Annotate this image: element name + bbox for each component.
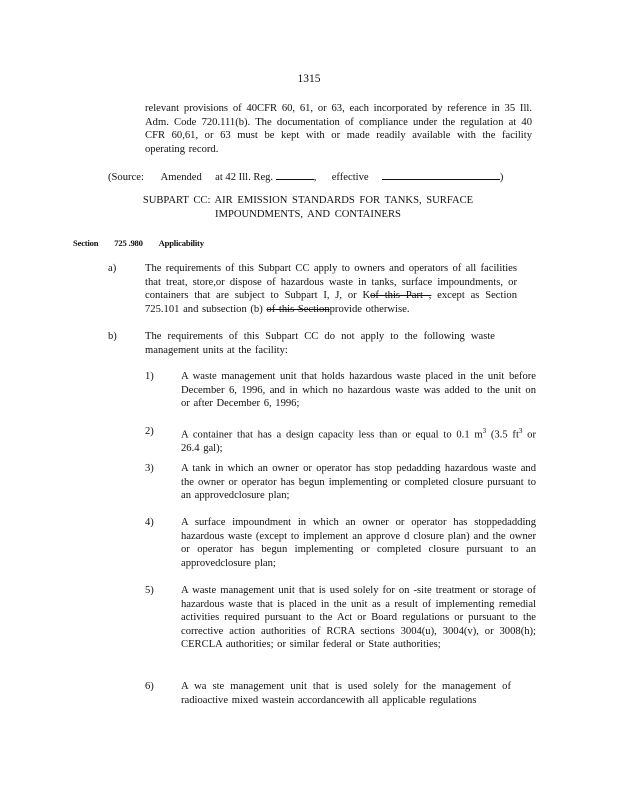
section-title: Applicability bbox=[158, 238, 204, 248]
source-at: at 42 Ill. Reg. bbox=[215, 172, 274, 183]
section-label: Section bbox=[73, 238, 99, 248]
superscript-3: 3 bbox=[482, 427, 487, 435]
subsection-b-text: The requirements of this Subpart CC do not apply to the following waste management units at the facility: bbox=[145, 331, 495, 356]
item-3-label: 3) bbox=[145, 463, 154, 474]
continuation-paragraph: relevant provisions of 40CFR 60, 61, or 63, each incorporated by reference in 35 Ill. Adm. Code 720.111(b). The documentation of compliance under the regulation at 40 CFR 60,61, or 63 must be kept with or made readily available with the facility operating record. bbox=[145, 103, 532, 155]
item-1-text: A waste management unit that holds hazardous waste placed in the unit before December 6, 1996, and in which no hazardous waste was added to the unit on or after December 6, 1996; bbox=[181, 371, 536, 410]
struck-text-section: of this Section bbox=[266, 303, 330, 315]
item-3-text: A tank in which an owner or operator has stop pedadding hazardous waste and the owner or operator has begun implementing or completed closure pursuant to an approvedclosure plan; bbox=[181, 463, 536, 502]
section-heading bbox=[73, 237, 204, 251]
subsection-b-label: b) bbox=[108, 331, 117, 342]
item-2-text-end: or 26.4 gal); bbox=[181, 429, 536, 455]
register-blank bbox=[276, 170, 314, 180]
source-comma: , bbox=[313, 172, 317, 183]
subsection-a-label: a) bbox=[108, 263, 117, 274]
source-note bbox=[108, 170, 528, 185]
item-5-label: 5) bbox=[145, 585, 154, 596]
subsection-a-text-start: The requirements of this Subpart CC apply to owners and operators of all facilities that treat, store,or dispose of hazardous waste in tanks, surface impoundments, or containers that are subject to Subpart I, J, or K bbox=[145, 263, 517, 302]
subsection-a-text bbox=[145, 262, 517, 316]
subsection-a-text-middle: except as Section 725.101 and subsection (b) bbox=[145, 290, 517, 315]
page-number: 1315 bbox=[297, 73, 321, 85]
item-6-label: 6) bbox=[145, 681, 154, 692]
source-amended: Amended bbox=[160, 172, 202, 183]
source-open: (Source: bbox=[108, 172, 144, 183]
effective-date-blank bbox=[382, 170, 500, 180]
item-5-text: A waste management unit that is used solely for on -site treatment or storage of hazardous waste that is placed in the unit as a result of implementing remedial activities required pursuant to the Act or Board regulations or pursuant to the corrective action authorities of RCRA sections 3004(u), 3004(v), or 3008(h); CERCLA authorities; or similar federal or State authorities; bbox=[181, 585, 536, 651]
item-4-text: A surface impoundment in which an owner or operator has stoppedadding hazardous waste (except to implement an approve d closure plan) and the owner or operator has begun implementing or completed closure pursuant to an approvedclosure plan; bbox=[181, 517, 536, 569]
subpart-title-line1: SUBPART CC: AIR EMISSION STANDARDS FOR TANKS, SURFACE bbox=[142, 195, 474, 206]
item-2-label: 2) bbox=[145, 426, 154, 437]
item-1-label: 1) bbox=[145, 371, 154, 382]
item-2-text-start: A container that has a design capacity less than or equal to 0.1 m bbox=[181, 429, 483, 441]
subsection-a-text-end: provide otherwise. bbox=[329, 303, 410, 315]
source-close: ) bbox=[499, 172, 504, 183]
item-4-label: 4) bbox=[145, 517, 154, 528]
superscript-3: 3 bbox=[518, 427, 523, 435]
item-2-text bbox=[181, 425, 536, 456]
source-effective: effective bbox=[331, 172, 369, 183]
subpart-title bbox=[108, 194, 508, 221]
subpart-title-line2: IMPOUNDMENTS, AND CONTAINERS bbox=[215, 208, 401, 220]
item-2-text-middle: (3.5 ft bbox=[486, 429, 519, 441]
struck-text-part: of this Part , bbox=[370, 290, 432, 302]
item-6-text: A wa ste management unit that is used solely for the management of radioactive mixed wastein accordancewith all applicable regulations bbox=[181, 681, 511, 706]
section-number: 725 .980 bbox=[114, 238, 143, 248]
